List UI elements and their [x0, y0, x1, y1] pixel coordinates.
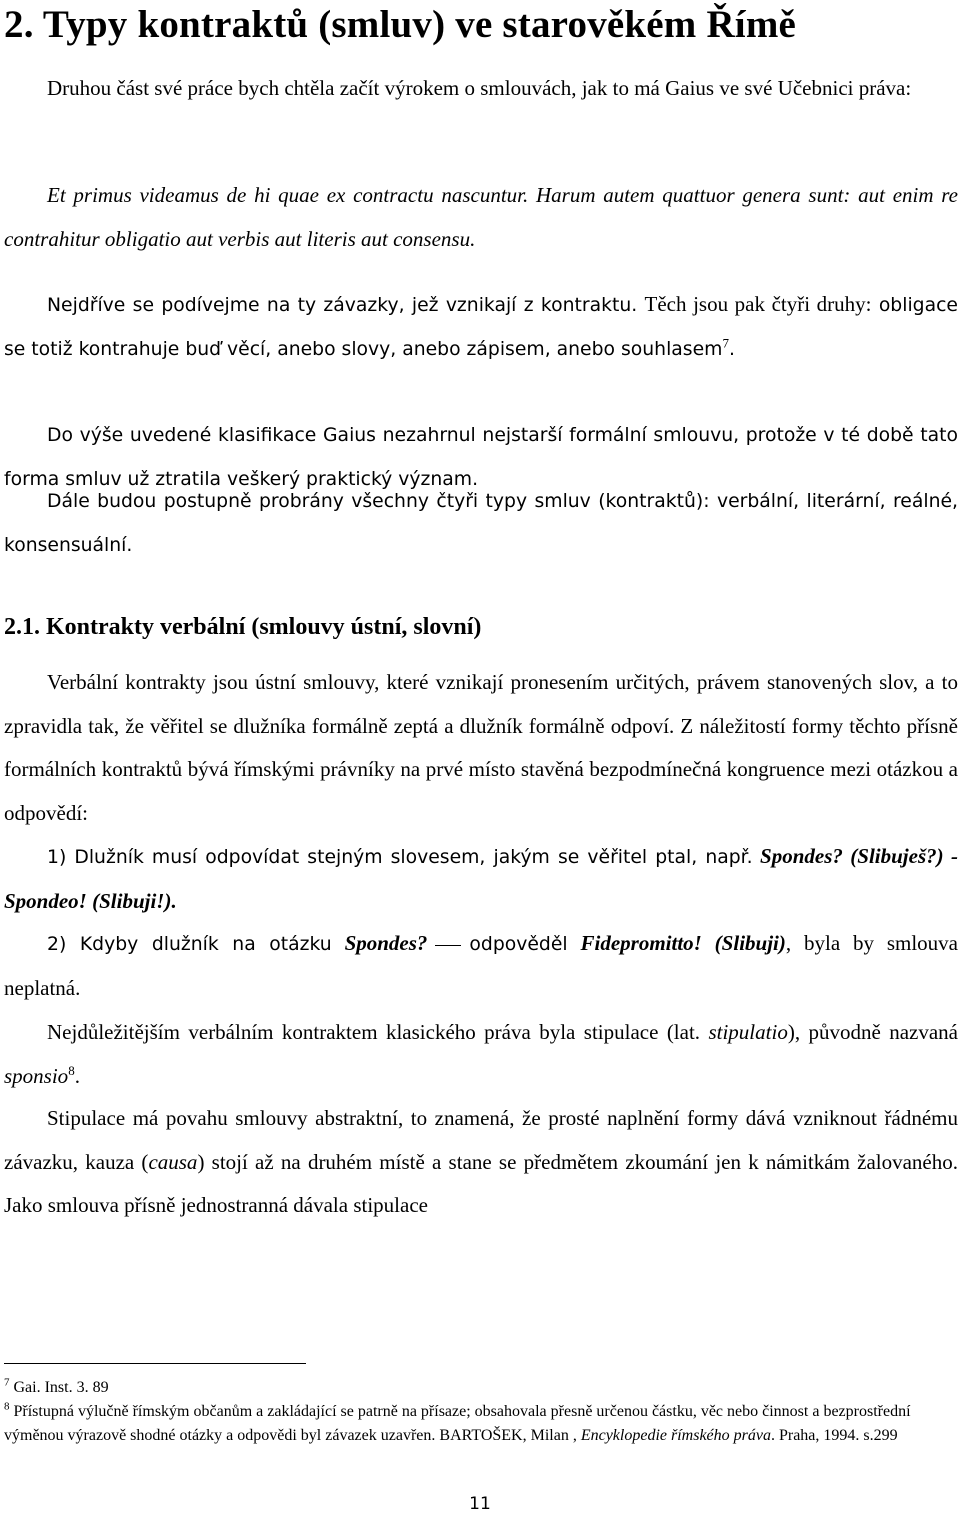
contract-types-paragraph: Nejdříve se podívejme na ty závazky, jež vznikají z kontraktu. Těch jsou pak čtyři druhy: obligace se totiž kontrahuje buď věcí, anebo slovy, anebo zápisem, anebo souhlasem$^7$. — [4, 292, 958, 360]
footnote-text: Přístupná výlučně římským občanům a zakládající se patrně na přísaze; obsahovala přesně určenou částku, věc nebo činnost a bezprostřední výměnou výrazově shodné otázky a odpovědi byl závazek uzavřen. BARTOŠEK, Milan , — [4, 1403, 911, 1444]
dash-divider — [435, 945, 461, 946]
text-span: ), původně nazvaná — [787, 1020, 958, 1044]
footnote-text: . Praha, 1994. s.299 — [770, 1427, 898, 1444]
text-span: , byla by smlouva neplatná. — [4, 931, 959, 1000]
footnote-8 — [4, 1400, 958, 1448]
stipulation-paragraph: Nejdůležitějším verbálním kontraktem klasického práva byla stipulace (lat. stipulatio), původně nazvaná sponsio$^8$. — [4, 1020, 958, 1088]
latin-term: causa — [148, 1149, 198, 1174]
page-number: 11 — [469, 1494, 491, 1514]
text-span: Verbální kontrakty jsou ústní smlouvy, které vznikají pronesením určitých, právem stanovených slov, a to zpravidla tak, že věřitel se dlužníka formálně zeptá a dlužník formálně odpoví. — [4, 670, 958, 738]
verbal-contracts-paragraph — [4, 661, 958, 835]
latin-term: Fidepromitto! (Slibuji) — [580, 931, 786, 955]
latin-term: sponsio — [4, 1063, 69, 1088]
latin-example: Spondes? (Slibuješ?) - Spondeo! (Slibuji!). — [4, 844, 959, 913]
footnote-divider — [4, 1363, 306, 1364]
chapter-heading: 2. Typy kontraktů (smluv) ve starověkém Římě — [4, 3, 797, 46]
footnote-ref-7: 7 — [722, 335, 729, 351]
section-heading: 2.1. Kontrakty verbální (smlouvy ústní, slovní) — [4, 614, 482, 640]
latin-term: Spondes? — [344, 931, 428, 955]
overview-paragraph: Dále budou postupně probrány všechny čtyři typy smluv (kontraktů): verbální, literární, reálné, konsensuální. — [4, 491, 958, 556]
latin-term: stipulatio — [708, 1020, 788, 1044]
list-item-2 — [4, 922, 958, 1010]
text-span: Těch jsou pak čtyři druhy: — [644, 292, 872, 316]
text-span: ) stojí až na druhém místě a stane se předmětem zkoumání jen k námitkám žalovaného. Jako smlouva přísně jednostranná dávala stipulace — [4, 1149, 958, 1217]
footnote-book-title: Encyklopedie římského práva — [580, 1427, 771, 1444]
text-span: Z náležitostí formy těchto přísně formálních kontraktů bývá římskými právníky na prvé místo stavěná bezpodmínečná kongruence mezi otázkou a odpovědí: — [4, 713, 958, 825]
text-span: obligace se totiž kontrahuje buď věcí, anebo slovy, anebo zápisem, anebo souhlasem — [4, 295, 958, 360]
footnote-number: 8 — [4, 1400, 10, 1413]
text-span: Nejdříve se podívejme na ty závazky, jež vznikají z kontraktu. — [47, 295, 638, 316]
abstract-contract-paragraph — [4, 1097, 958, 1228]
footnote-ref-8: 8 — [68, 1062, 75, 1078]
text-span: odpověděl — [469, 934, 568, 955]
intro-paragraph: Druhou část své práce bych chtěla začít výrokem o smlouvách, jak to má Gaius ve své Učebnici práva: — [47, 76, 912, 100]
text-span: 2) Kdyby dlužník na otázku — [47, 934, 332, 955]
text-span: 1) Dlužník musí odpovídat stejným slovesem, jakým se věřitel ptal, např. — [47, 847, 753, 868]
footnote-number: 7 — [4, 1376, 10, 1389]
text-span: Nejdůležitějším verbálním kontraktem klasického práva byla stipulace (lat. — [47, 1020, 701, 1044]
text-span: Stipulace má povahu smlouvy abstraktní, to znamená, že prosté naplnění formy dává vzniknout řádnému závazku, kauza ( — [4, 1106, 958, 1174]
gaius-quote: Et primus videamus de hi quae ex contractu nascuntur. Harum autem quattuor genera sunt: aut enim re contrahitur obligatio aut verbis aut literis aut consensu. — [4, 183, 958, 251]
footnote-7 — [4, 1376, 958, 1400]
list-item-1 — [4, 835, 958, 923]
classification-paragraph: Do výše uvedené klasifikace Gaius nezahrnul nejstarší formální smlouvu, protože v té době tato forma smluv už ztratila veškerý praktický význam. — [4, 425, 958, 490]
footnote-text: Gai. Inst. 3. 89 — [13, 1379, 109, 1396]
